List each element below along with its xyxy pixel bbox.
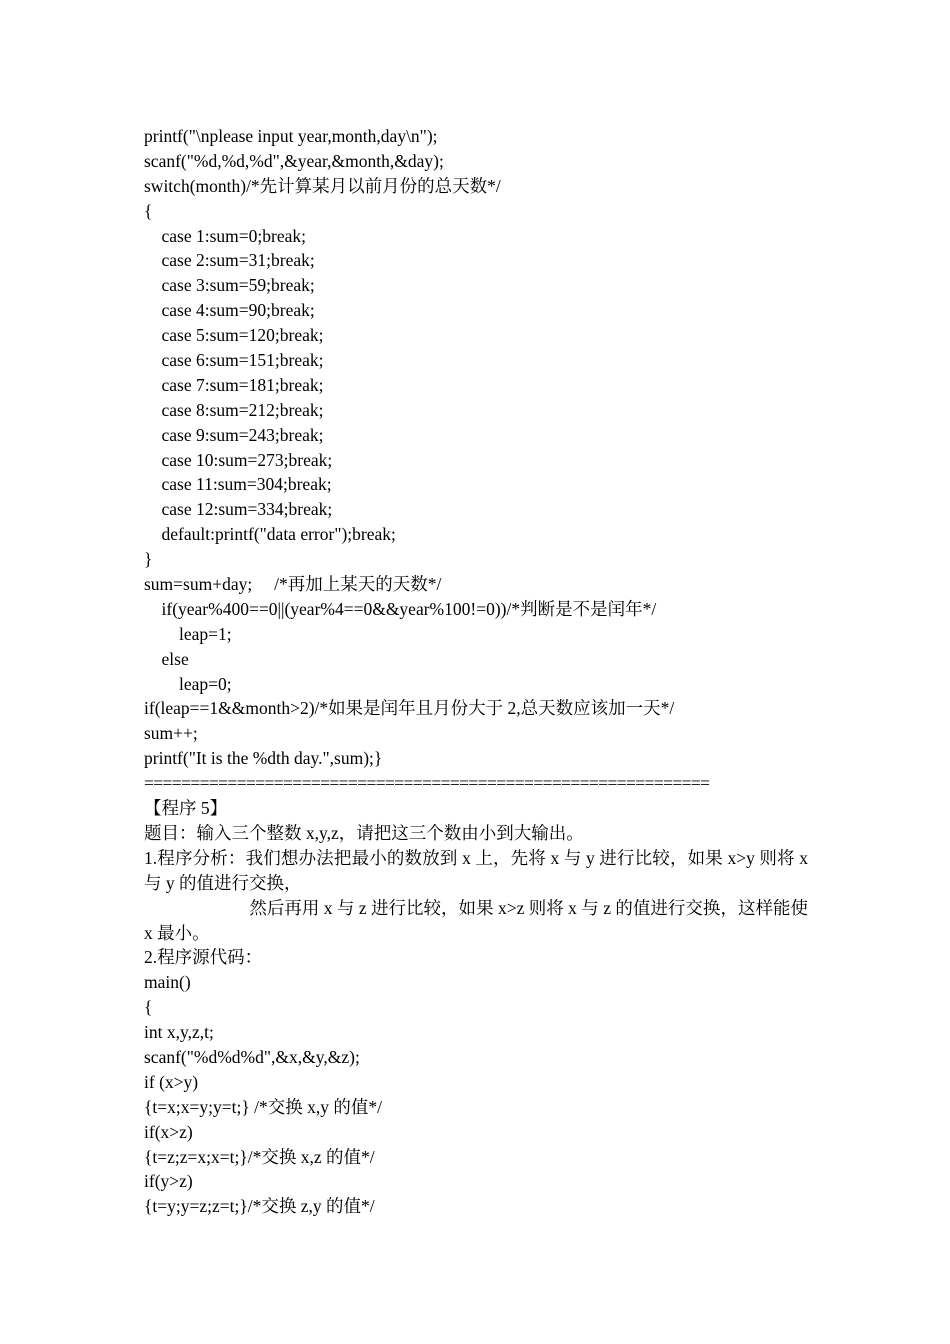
- program-heading: 【程序 5】: [144, 798, 228, 819]
- source-code-label: 2.程序源代码：: [144, 947, 263, 968]
- code-line: else: [144, 648, 189, 669]
- code-line: {: [144, 997, 153, 1018]
- program-title: 题目：输入三个整数 x,y,z，请把这三个数由小到大输出。: [144, 822, 584, 843]
- code-line: if (x>y): [144, 1071, 199, 1092]
- code-line: case 4:sum=90;break;: [144, 300, 315, 321]
- code-line: leap=0;: [144, 673, 232, 694]
- code-line: case 8:sum=212;break;: [144, 399, 324, 420]
- code-line: case 3:sum=59;break;: [144, 275, 315, 296]
- code-line: scanf("%d,%d,%d",&year,&month,&day);: [144, 150, 444, 171]
- code-line: leap=1;: [144, 623, 232, 644]
- code-line: if(year%400==0||(year%4==0&&year%100!=0))/*判断是不是闰年*/: [144, 598, 657, 619]
- code-line: case 7:sum=181;break;: [144, 374, 324, 395]
- code-line: printf("It is the %dth day.",sum);}: [144, 748, 383, 769]
- code-line: if(y>z): [144, 1171, 193, 1192]
- code-line: }: [144, 549, 153, 570]
- code-line: switch(month)/*先计算某月以前月份的总天数*/: [144, 175, 501, 196]
- document-body: [144, 124, 813, 1219]
- code-line: main(): [144, 972, 191, 993]
- code-line: {: [144, 200, 153, 221]
- code-line: case 2:sum=31;break;: [144, 250, 315, 271]
- code-line: sum=sum+day; /*再加上某天的天数*/: [144, 574, 442, 595]
- code-line: case 12:sum=334;break;: [144, 499, 333, 520]
- code-line: case 5:sum=120;break;: [144, 325, 324, 346]
- code-line: printf("\nplease input year,month,day\n");: [144, 126, 438, 146]
- program-analysis: 1.程序分析：我们想办法把最小的数放到 x 上，先将 x 与 y 进行比较，如果 x>y 则将 x 与 y 的值进行交换，: [144, 847, 808, 893]
- code-line: int x,y,z,t;: [144, 1022, 214, 1043]
- code-line: case 11:sum=304;break;: [144, 474, 332, 495]
- code-block-sort-three: [144, 970, 808, 1219]
- code-line: case 6:sum=151;break;: [144, 350, 324, 371]
- code-line: case 10:sum=273;break;: [144, 449, 333, 470]
- code-line: {t=x;x=y;y=t;} /*交换 x,y 的值*/: [144, 1096, 382, 1117]
- code-line: if(leap==1&&month>2)/*如果是闰年且月份大于 2,总天数应该加一天*/: [144, 698, 675, 719]
- code-line: case 9:sum=243;break;: [144, 424, 324, 445]
- code-line: case 1:sum=0;break;: [144, 225, 306, 246]
- code-line: {t=y;y=z;z=t;}/*交换 z,y 的值*/: [144, 1196, 375, 1217]
- code-line: {t=z;z=x;x=t;}/*交换 x,z 的值*/: [144, 1146, 375, 1167]
- code-line: sum++;: [144, 723, 198, 744]
- code-line: scanf("%d%d%d",&x,&y,&z);: [144, 1047, 360, 1068]
- program-5-section: [144, 796, 813, 1219]
- code-line: default:printf("data error");break;: [144, 524, 396, 545]
- code-block-day-of-year: [144, 124, 808, 771]
- code-line: if(x>z): [144, 1121, 193, 1142]
- section-separator: =============================================================: [144, 773, 710, 794]
- program-analysis-continued: 然后再用 x 与 z 进行比较，如果 x>z 则将 x 与 z 的值进行交换，这样能使 x 最小。: [144, 897, 813, 943]
